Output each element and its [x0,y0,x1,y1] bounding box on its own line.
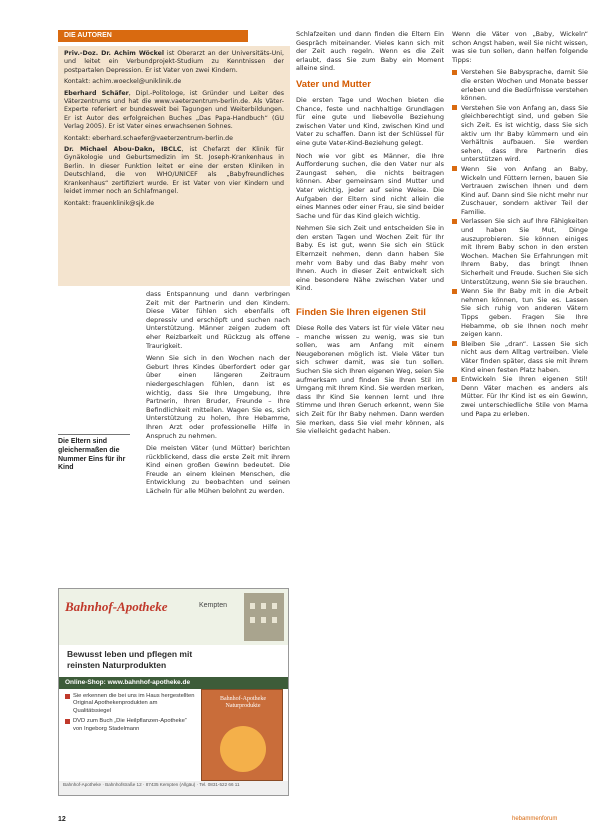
authors-box [58,46,290,286]
ad-logo: Bahnhof-Apotheke [65,599,168,614]
square-bullet-icon [452,105,457,110]
tip-item: Wenn Sie von Anfang an Baby, Wickeln und Füttern lernen, bauen Sie Vertrauen zwischen Ihnen und dem Kind auf. Dann sind Sie nicht mehr nur Zuschauer, sondern aktiver Teil der Familie. [452,165,588,217]
book-cover-image [201,689,283,781]
ad-header [59,589,289,645]
paragraph: Wenn Sie sich in den Wochen nach der Geburt Ihres Kindes überfordert oder gar über einen längeren Zeitraum niedergeschlagen fühlen, dann ist es wichtig, dass Sie Ihre Umgebung, Ihre Partnerin, Ihren Bruder, Freunde – Ihre Befindlichkeit mitteilen. Wagen Sie es, sich Unterstützung zu holen, Ihre Hebamme, Ihren Arzt oder professionelle Hilfe in Anspruch zu nehmen. [146,354,290,440]
square-bullet-icon [452,219,457,224]
paragraph: Die ersten Tage und Wochen bieten die Chance, feste und nachhaltige Grundlagen für eine gute und liebevolle Beziehung zwischen Vater und Kind, zwischen Kind und Vater zu schaffen. Dann ist der Schlüssel für eine gute Vater-Kind-Beziehung gelegt. [296,95,444,147]
ad-footer: Bahnhof-Apotheke · Bahnhofstraße 12 · 87435 Kempten (Allgäu) · Tel. 0831-522 66 11 [59,781,289,795]
square-bullet-icon [452,70,457,75]
author-name: Dr. Michael Abou-Dakn, IBCLC [64,146,182,154]
author-text: , ist Chefarzt der Klinik für Gynäkologie und Geburtsmedizin im St. Joseph-Krankenhaus in Berlin. In dieser Funktion leitet er eine der ersten Kliniken in Deutschland, die von WHO/UNICEF als „Babyfreundliches Krankenhaus“ zertifiziert wurde. Er ist Vater von vier Kindern und leidet immer noch an Schlafmangel. [64,146,284,196]
author-name: Eberhard Schäfer [64,89,129,97]
tip-item: Wenn Sie Ihr Baby mit in die Arbeit nehmen können, tun Sie es. Lassen Sie sich ruhig von anderen Vätern Tipps geben. Fragen Sie Ihre Hebamme, ob sie Ihnen noch mehr zeigen kann. [452,287,588,339]
square-bullet-icon [452,377,457,382]
tips-list [452,68,588,418]
author-contact: Kontakt: achim.woeckel@uniklinik.de [64,78,182,86]
square-bullet-icon [452,341,457,346]
paragraph: Die meisten Väter (und Mütter) berichten rückblickend, dass die erste Zeit mit ihrem Kind einen großen Gewinn bedeutet. Die Freude an einem kleinen Menschen, die Entwicklung zu beobachten und seinen Lächeln für alle Mühen belohnt zu werden. [146,444,290,496]
book-title: Bahnhof-Apotheke Naturprodukte [220,696,266,709]
author-bio [64,90,284,132]
author-text: ist Oberarzt an der Universitäts-Uni, und leitet ein Verbundprojekt-Studium zu Kenntnissen der postpartalen Depression. Er ist Vater von zwei Kindern. [64,50,284,74]
advertisement [58,588,289,796]
paragraph: Nehmen Sie sich Zeit und entscheiden Sie in den ersten Tagen und Wochen Zeit für Ihr Baby. Es ist gut, wenn Sie sich ein Stück Elternzeit nehmen, denn dann haben Sie mehr vom Baby und das Baby mehr von Ihnen. Auch in dieser Zeit entwickelt sich eine besondere Nähe zwischen Vater und Kind. [296,224,444,293]
author-text: , Dipl.-Politologe, ist Gründer und Leiter des Väterzentrums und hat die www.vaeterzentrum-berlin.de. Als Väter-Experte referiert er bundesweit bei Tagungen und Weiterbildungen. Er ist Autor des erfolgreichen Buches „Das Papa-Handbuch“ (GU Verlag 2005). Er ist Vater eines erwachsenen Sohnes. [64,89,285,131]
ad-item: Sie erkennen die bei uns im Haus hergestellten Original Apothekenprodukten am Qualitätssiegel [65,693,195,715]
magazine-name: hebammenforum [512,816,558,822]
square-bullet-icon [452,166,457,171]
ad-logo-place: Kempten [199,602,228,609]
paragraph: Noch wie vor gibt es Männer, die Ihre Aufforderung suchen, die den Vater nur als Zaungast sehen, die nichts beitragen können. Aber gemeinsam sind Mutter und Vater wichtig, jeder auf seine Weise. Die Aufgaben der Eltern sind nicht allein die eines Mannes oder einer Frau, sie sind beider Sache und für das Kind gleich wichtig. [296,151,444,220]
author-contact: Kontakt: frauenklinik@sjk.de [64,199,155,207]
tip-item: Entwickeln Sie Ihren eigenen Stil! Denn Väter machen es anders als Mütter. Für Ihr Kind ist es ein Gewinn, zwei unterschiedliche Stile von Mama und Papa zu erleben. [452,375,588,418]
ad-item: DVD zum Buch „Die Heilpflanzen-Apotheke“ von Ingeborg Stadelmann [65,718,195,733]
column-1-text [146,290,290,584]
tip-item: Verlassen Sie sich auf Ihre Fähigkeiten und haben Sie Mut, Dinge auszuprobieren. Sie können einiges mit Ihrem Baby schon in den ersten Wochen. Machen Sie Erfahrungen mit Ihrem Baby, das bringt Ihnen Sicherheit und Freude. Suchen Sie sich Unterstützung, wenn Sie sie brauchen. [452,217,588,286]
page-number: 12 [58,816,66,823]
ad-shop-link[interactable]: Online-Shop: www.bahnhof-apotheke.de [59,677,289,689]
paragraph: Wenn die Väter von „Baby, Wickeln“ schon Angst haben, weil Sie nicht wissen, was sie tun sollen, dann helfen folgende Tipps: [452,30,588,64]
author-name: Priv.-Doz. Dr. Achim Wöckel [64,50,165,57]
tip-item: Verstehen Sie von Anfang an, dass Sie gleichberechtigt sind, und geben Sie sich Zeit. Es ist wichtig, dass Sie sich aktiv um Ihr Baby kümmern und ein Verhältnis aufbauen. Sie werden sehen, dass Ihre Partnerin dies unterstützen wird. [452,104,588,164]
heading-eigener-stil: Finden Sie Ihren eigenen Stil [296,307,426,319]
column-3-text [452,30,588,800]
building-illustration [244,593,284,641]
ad-items [65,693,195,736]
ad-headline: Bewusst leben und pflegen mit reinsten Naturprodukten [67,649,193,670]
tip-item: Bleiben Sie „dran“. Lassen Sie sich nicht aus dem Alltag vertreiben. Viele Väter finden später, dass sie mit ihrem Kind einen festen Platz haben. [452,340,588,374]
column-2-text [296,30,444,800]
author-bio [64,146,284,196]
paragraph: dass Entspannung und dann verbringen Zeit mit der Partnerin und den Kindern. Diese Väter fühlen sich ebenfalls oft depressiv und erschöpft und suchen nach Unterstützung. Männer zeigen zudem oft eher Reizbarkeit und Rückzug als offene Traurigkeit. [146,290,290,350]
tip-item: Verstehen Sie Babysprache, damit Sie die ersten Wochen und Monate besser erleben und die Bedürfnisse verstehen können. [452,68,588,102]
square-bullet-icon [65,719,70,724]
book-art [220,726,266,772]
square-bullet-icon [452,289,457,294]
section-tag: DIE AUTOREN [58,30,248,42]
paragraph: Diese Rolle des Vaters ist für viele Väter neu – manche wissen zu wenig, was sie tun sollen, was am Anfang mit einem Neugeborenen möglich ist. Viele Väter tun sich schwer damit, was sie tun sollen. Suchen Sie sich Ihren eigenen Weg, seien Sie aufmerksam und finden Sie Ihren Stil im Umgang mit Ihrem Kind. Sie werden merken, dass Ihr Kind Sie kennen lernt und Ihre Stimme und Ihren Geruch erkennt, wenn Sie sich Zeit für Ihr Baby nehmen. Dann werden Sie merken, dass Sie viel mehr können, als Sie vielleicht gedacht haben. [296,324,444,436]
paragraph: Schlafzeiten und dann finden die Eltern Ein Gespräch miteinander. Vieles kann sich mit der Zeit auch regeln. Wenn es die Zeit erlaubt, dass Sie zum Baby ein Moment alleine sind. [296,30,444,73]
heading-vater-und-mutter: Vater und Mutter [296,78,371,90]
author-bio [64,50,284,75]
square-bullet-icon [65,694,70,699]
pull-quote: Die Eltern sind gleichermaßen die Nummer Eins für ihr Kind [58,434,130,473]
author-contact: Kontakt: eberhard.schaefer@vaeterzentrum-berlin.de [64,134,234,142]
